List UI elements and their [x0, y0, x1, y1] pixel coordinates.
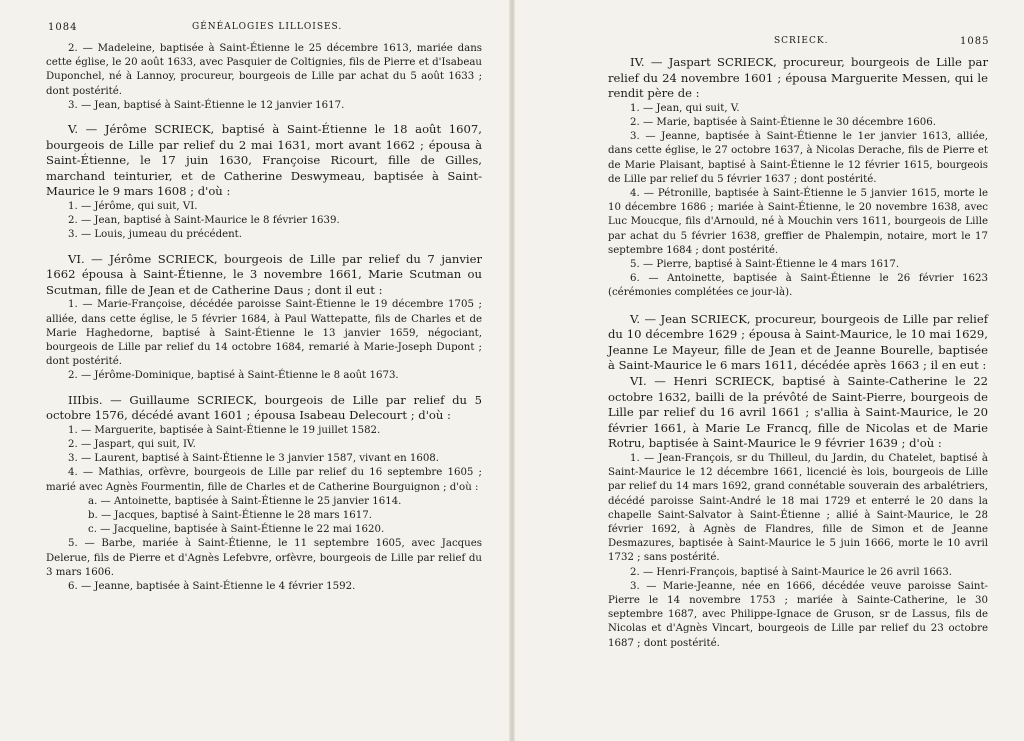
generation-v-jean: V. — Jean SCRIECK, procureur, bourgeois de Lille par relief du 10 décembre 1629 ; épousa à Saint-Maurice, le 10 mai 1629, Jeanne Le Mayeur, fille de Jean et de Jeanne Bourelle, baptisée à Saint-Maurice le 6 mars 1611, décédée après 1663 ; il en eut : [608, 311, 988, 373]
entry-petronille: 4. — Pétronille, baptisée à Saint-Étienne le 5 janvier 1615, morte le 10 décembre 1686 ; mariée à Saint-Étienne, le 20 novembre 1638, avec Luc Moucque, fils d'Arnould, né à Mouchin vers 1611, bourgeois de Lille par achat du 5 février 1638, greffier de Phalempin, notaire, mort le 17 septembre 1684 ; dont postérité. [608, 188, 988, 256]
entry-jerome-vi: 1. — Jérôme, qui suit, VI. [68, 200, 198, 212]
right-running-head: SCRIECK. [774, 36, 829, 46]
left-running-head: GÉNÉALOGIES LILLOISES. [192, 22, 343, 32]
entry-barbe: 5. — Barbe, mariée à Saint-Étienne, le 11 septembre 1605, avec Jacques Delerue, fils de Pierre et d'Agnès Lefebvre, orfèvre, bourgeois de Lille par relief du 3 mars 1606. [46, 538, 482, 578]
entry-jeanne-1592: 6. — Jeanne, baptisée à Saint-Étienne le 4 février 1592. [68, 581, 356, 593]
entry-pierre: 5. — Pierre, baptisé à Saint-Étienne le 4 mars 1617. [630, 259, 900, 271]
right-page-number: 1085 [960, 36, 990, 47]
entry-jean-1617: 3. — Jean, baptisé à Saint-Étienne le 12 janvier 1617. [68, 99, 345, 111]
entry-jean-v: 1. — Jean, qui suit, V. [630, 102, 740, 114]
entry-jaspart: 2. — Jaspart, qui suit, IV. [68, 438, 196, 450]
entry-antoinette-1614: a. — Antoinette, baptisée à Saint-Étienne le 25 janvier 1614. [88, 495, 402, 507]
entry-marguerite: 1. — Marguerite, baptisée à Saint-Étienne le 19 juillet 1582. [68, 424, 381, 436]
entry-laurent: 3. — Laurent, baptisé à Saint-Étienne le 3 janvier 1587, vivant en 1608. [68, 453, 440, 465]
entry-marie-1606: 2. — Marie, baptisée à Saint-Étienne le 30 décembre 1606. [630, 116, 936, 128]
left-text-column [46, 42, 482, 594]
entry-jeanne-1613: 3. — Jeanne, baptisée à Saint-Étienne le 1er janvier 1613, alliée, dans cette église, le 27 octobre 1637, à Nicolas Derache, fils de Pierre et de Marie Plaisant, baptisé à Saint-Étienne le 12 février 1615, bourgeois de Lille par relief du 5 février 1637 ; dont postérité. [608, 131, 988, 185]
generation-iv-jaspart: IV. — Jaspart SCRIECK, procureur, bourgeois de Lille par relief du 24 novembre 1601 ; épousa Marguerite Messen, qui le rendit père de : [608, 55, 988, 101]
right-page [512, 0, 1024, 741]
entry-jacques: b. — Jacques, baptisé à Saint-Étienne le 28 mars 1617. [88, 510, 372, 521]
generation-iiibis-guillaume: IIIbis. — Guillaume SCRIECK, bourgeois de Lille par relief du 5 octobre 1576, décédé avant 1601 ; épousa Isabeau Delecourt ; d'où : [46, 392, 482, 423]
entry-jean-1639: 2. — Jean, baptisé à Saint-Maurice le 8 février 1639. [68, 215, 340, 227]
entry-henri-francois: 2. — Henri-François, baptisé à Saint-Maurice le 26 avril 1663. [630, 566, 953, 578]
entry-marie-francoise: 1. — Marie-Françoise, décédée paroisse Saint-Étienne le 19 décembre 1705 ; alliée, dans cette église, le 5 février 1684, à Paul Wattepatte, fils de Charles et de Marie Haghedorne, baptisé à Saint-Étienne le 13 janvier 1659, négociant, bourgeois de Lille par relief du 14 octobre 1684, remarié à Marie-Joseph Dupont ; dont postérité. [46, 299, 482, 368]
entry-antoinette-1623: 6. — Antoinette, baptisée à Saint-Étienne le 26 février 1623 (cérémonies complétées ce jour-là). [608, 273, 988, 299]
generation-v-jerome: V. — Jérôme SCRIECK, baptisé à Saint-Étienne le 18 août 1607, bourgeois de Lille par relief du 2 mai 1631, mort avant 1662 ; épousa à Saint-Étienne, le 17 juin 1630, Françoise Ricourt, fille de Gilles, marchand teinturier, et de Catherine Deswymeau, baptisée à Saint-Maurice le 9 mars 1608 ; d'où : [46, 122, 482, 199]
left-page-number: 1084 [48, 22, 78, 33]
entry-jerome-dominique: 2. — Jérôme-Dominique, baptisé à Saint-Étienne le 8 août 1673. [68, 370, 399, 382]
generation-vi-jerome: VI. — Jérôme SCRIECK, bourgeois de Lille par relief du 7 janvier 1662 épousa à Saint-Étienne, le 3 novembre 1661, Marie Scutman ou Scutman, fille de Jean et de Catherine Daus ; dont il eut : [46, 251, 482, 297]
generation-vi-henri: VI. — Henri SCRIECK, baptisé à Sainte-Catherine le 22 octobre 1632, bailli de la prévôté de Saint-Pierre, bourgeois de Lille par relief du 16 avril 1661 ; s'allia à Saint-Maurice, le 20 février 1661, à Marie Le Francq, fille de Nicolas et de Marie Rotru, baptisée à Saint-Maurice le 9 février 1639 ; d'où : [608, 374, 988, 451]
entry-madeleine: 2. — Madeleine, baptisée à Saint-Étienne le 25 décembre 1613, mariée dans cette église, le 20 août 1633, avec Pasquier de Coltignies, fils de Pierre et d'Isabeau Duponchel, né à Lannoy, procureur, bourgeois de Lille par achat du 5 août 1633 ; dont postérité. [46, 43, 482, 97]
entry-jean-francois: 1. — Jean-François, sr du Thilleul, du Jardin, du Chatelet, baptisé à Saint-Maurice le 12 décembre 1661, licencié ès lois, bourgeois de Lille par relief du 14 mars 1692, grand connétable souverain des arbalétriers, décédé paroisse Saint-André le 18 mai 1729 et enterré le 20 dans la chapelle Saint-Salvator à Saint-Étienne ; allié à Saint-Maurice, le 28 février 1692, à Agnès de Flandres, fille de Simon et de Jeanne Desmazures, baptisée à Saint-Maurice le 5 juin 1666, morte le 10 avril 1732 ; sans postérité. [608, 452, 988, 564]
entry-jacqueline: c. — Jacqueline, baptisée à Saint-Étienne le 22 mai 1620. [88, 524, 385, 536]
entry-louis: 3. — Louis, jumeau du précédent. [68, 229, 243, 241]
right-text-column [608, 55, 988, 651]
entry-mathias: 4. — Mathias, orfèvre, bourgeois de Lille par relief du 16 septembre 1605 ; marié avec Agnès Fourmentin, fille de Charles et de Catherine Bourguignon ; d'où : [46, 467, 482, 493]
entry-marie-jeanne: 3. — Marie-Jeanne, née en 1666, décédée veuve paroisse Saint-Pierre le 14 novembre 1753 ; mariée à Sainte-Catherine, le 30 septembre 1687, avec Philippe-Ignace de Gruson, sr de Lassus, fils de Nicolas et d'Agnès Vincart, bourgeois de Lille par relief du 23 octobre 1687 ; dont postérité. [608, 580, 988, 649]
